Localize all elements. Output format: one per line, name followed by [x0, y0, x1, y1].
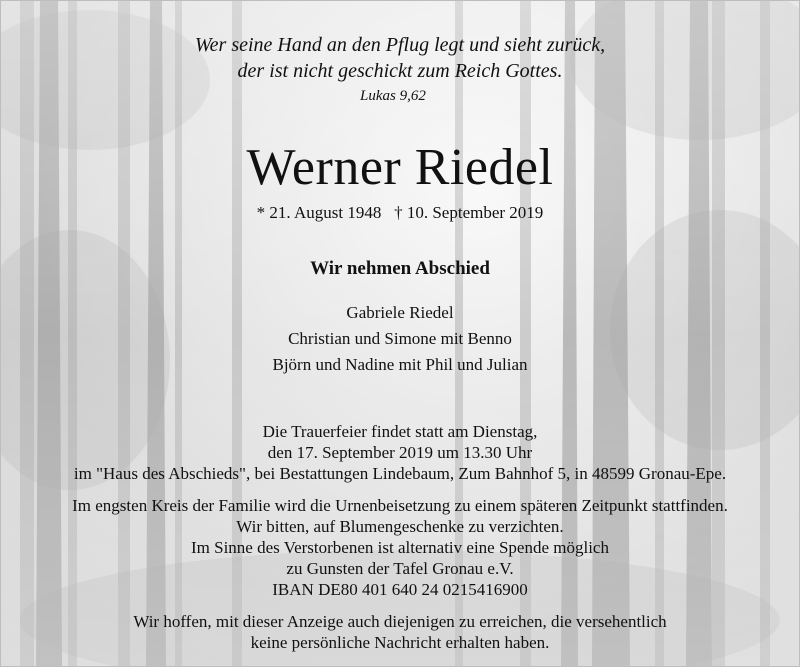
closing-line-1: Wir hoffen, mit dieser Anzeige auch diejenigen zu erreichen, die versehentlich	[133, 612, 667, 631]
ceremony-line-3: im "Haus des Abschieds", bei Bestattungen Lindebaum, Zum Bahnhof 5, in 48599 Gronau-Epe.	[73, 464, 727, 483]
note-line-4: zu Gunsten der Tafel Gronau e.V.	[286, 559, 514, 578]
quote-line-1: Wer seine Hand an den Pflug legt und sieht zurück,	[194, 34, 606, 56]
note-line-2: Wir bitten, auf Blumengeschenke zu verzichten.	[236, 517, 564, 536]
mourner-3: Björn und Nadine mit Phil und Julian	[272, 355, 528, 374]
life-dates: * 21. August 1948 † 10. September 2019	[256, 203, 544, 222]
quote-line-2: der ist nicht geschickt zum Reich Gottes.	[237, 60, 563, 82]
iban-line: IBAN DE80 401 640 24 0215416900	[272, 580, 528, 599]
farewell-heading: Wir nehmen Abschied	[310, 258, 490, 279]
ceremony-line-2: den 17. September 2019 um 13.30 Uhr	[267, 443, 533, 462]
quote-reference: Lukas 9,62	[360, 88, 426, 104]
mourner-2: Christian und Simone mit Benno	[288, 329, 512, 348]
closing-line-2: keine persönliche Nachricht erhalten haben.	[250, 633, 550, 652]
ceremony-line-1: Die Trauerfeier findet statt am Dienstag,	[262, 422, 538, 441]
mourner-1: Gabriele Riedel	[346, 303, 454, 322]
deceased-name: Werner Riedel	[246, 139, 554, 196]
note-line-3: Im Sinne des Verstorbenen ist alternativ eine Spende möglich	[191, 538, 609, 557]
note-line-1: Im engsten Kreis der Familie wird die Urnenbeisetzung zu einem späteren Zeitpunkt stattfinden.	[72, 496, 728, 515]
